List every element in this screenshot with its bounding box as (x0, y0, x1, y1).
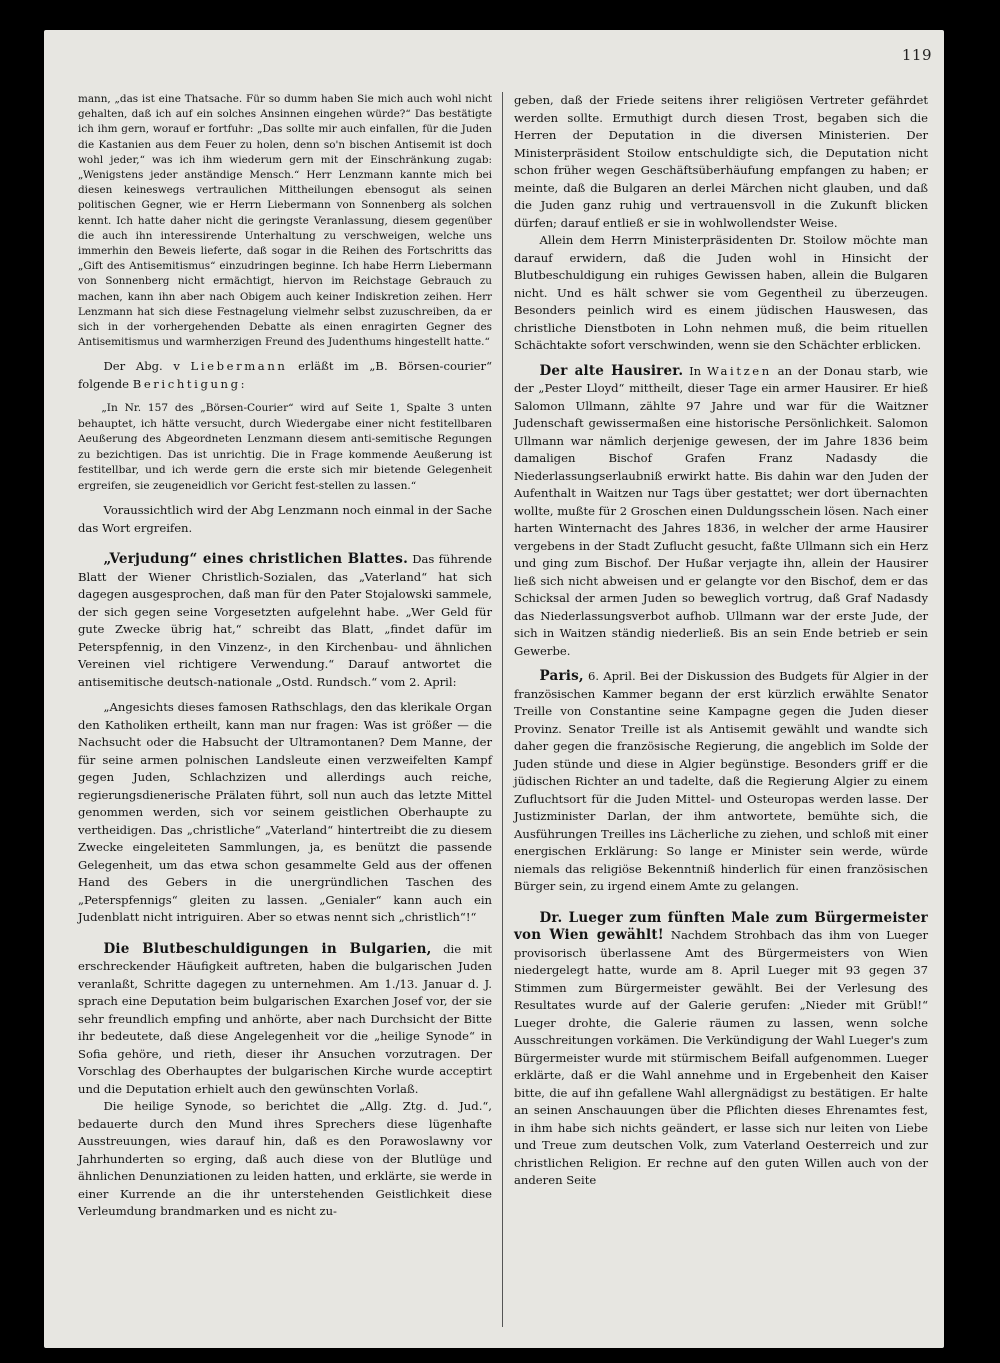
headline-bulgarien: Die Blutbeschuldigungen in Bulgarien, (103, 940, 432, 957)
place-waitzen: Waitzen (707, 363, 772, 378)
paragraph-bulgarien-continued: geben, daß der Friede seitens ihrer religiösen Vertreter gefährdet werden sollte. Ermuthigt durch diesen Trost, begaben sich die Herren der Deputation in die diversen Ministerien. Der Ministerpräsident Stoilow entschuldigte sich, die Deputation nicht schon früher wegen Geschäftsüberhäufung empfangen zu haben; er meinte, daß die Bulgaren an derlei Märchen nicht glauben, und daß die Juden ganz ruhig und vertrauensvoll in die Zukunft blicken dürfen; darauf entließ er sie in wohlwollendster Weise. (514, 93, 928, 230)
newspaper-page (44, 30, 944, 1348)
column-divider (502, 92, 503, 1327)
page-number: 119 (901, 46, 932, 64)
paragraph-lenzmann-outlook: Voraussichtlich wird der Abg Lenzmann noch einmal in der Sache das Wort ergreifen. (78, 503, 492, 535)
left-column (78, 92, 492, 1221)
paragraph-stoilow: Allein dem Herrn Ministerpräsidenten Dr. Stoilow möchte man darauf erwidern, daß die Juden wohl in Hinsicht der Blutbeschuldigung ein ruhiges Gewissen haben, allein die Bulgaren nicht. Und es hält schwer sie vom Gegentheil zu überzeugen. Besonders peinlich wird es einem jüdischen Hauswesen, das christliche Dienstboten in Lohn nehmen muß, die beim rituellen Schächtakte sofort verschwinden, wenn sie den Schächter erblicken. (514, 233, 928, 352)
article-verjudung: „Verjudung“ eines christlichen Blattes. Das führende Blatt der Wiener Christlich-Sozialen, das „Vaterland“ hat sich dagegen ausgesprochen, daß man für den Pater Stojalowski sammele, der sich gegen seine Vorgesetzten aufgelehnt habe. „Wer Geld für gute Zwecke übrig hat,“ schreibt das Blatt, „findet dafür im Peterspfennig, in den Vinzenz-, in den Kirchenbau- und ähnlichen Vereinen viel richtigere Verwendung.“ Darauf antwortet die antisemitische deutsch-nationale „Ostd. Rundsch.“ vom 2. April: (78, 551, 492, 689)
headline-paris: Paris, (539, 668, 584, 684)
right-column (514, 92, 928, 1190)
word-berichtigung: Berichtigung (132, 376, 241, 391)
name-liebermann: Liebermann (190, 359, 288, 374)
article-hausirer: Der alte Hausirer. In Waitzen an der Donau starb, wie der „Pester Lloyd“ mittheilt, dieser Tage ein armer Hausirer. Er hieß Salomon Ullmann, zählte 97 Jahre und war für die Waitzner Judenschaft gewissermaßen eine historische Persönlichkeit. Salomon Ullmann war nämlich derjenige gewesen, der im Jahre 1836 beim damaligen Bischof Grafen Franz Nadasdy die Niederlassungserlaubniß erwirkt hatte. Bis dahin war den Juden der Aufenthalt in Waitzen nur Tags über gestattet; wer dort übernachten wollte, mußte für 2 Groschen einen Duldungsschein lösen. Nach einer harten Winternacht des Jahres 1836, in welcher der arme Hausirer vergebens in der Stadt Zuflucht gesucht, faßte Ullmann sich ein Herz und ging zum Bischof. Der Hußar verjagte ihn, allein der Hausirer ließ sich nicht abweisen und er gelangte vor den Bischof, dem er das Schicksal der armen Juden so beweglich vortrug, daß Graf Nadasdy das Niederlassungsverbot aufhob. Ullmann war der erste Jude, der sich in Waitzen ständig niederließ. Bis an sein Ende betrieb er sein Gewerbe. (514, 362, 929, 658)
article-bulgarien: Die Blutbeschuldigungen in Bulgarien, die mit erschreckender Häufigkeit auftreten, haben die bulgarischen Juden veranlaßt, Schritte dagegen zu unternehmen. Am 1./13. Januar d. J. sprach eine Deputation beim bulgarischen Exarchen Josef vor, der sie sehr freundlich empfing und anhörte, aber nach Durchsicht der Bitte ihr bedeutete, daß diese Angelegenheit vor die „heilige Synode“ in Sofia gehöre, und rieth, dieser ihr Ansuchen vorzutragen. Der Vorschlag des Oberhauptes der bulgarischen Kirche wurde acceptirt und die Deputation erhielt auch den gewünschten Vorlaß. (78, 940, 492, 1096)
paragraph-berichtigung-intro: Der Abg. v Liebermann erläßt im „B. Börsen-courier“ folgende Berichtigung: (78, 359, 492, 391)
quote-ostd-rundsch: „Angesichts dieses famosen Rathschlags, den das klerikale Organ den Katholiken ertheilt, kann man nur fragen: Was ist größer — die Nachsucht oder die Habsucht der Ultramontanen? Dem Manne, der für seine armen polnischen Landsleute einen verzweifelten Kampf gegen Juden, Schlachzizen und allerdings auch reiche, regierungsdienerische Prälaten führt, soll nun auch das letzte Mittel genommen werden, sich vor seinem geistlichen Oberhaupte zu vertheidigen. Das „christliche“ „Vaterland“ hintertreibt die zu diesem Zwecke eingeleiteten Sammlungen, ja, es benützt die passende Gelegenheit, um das etwa schon gesammelte Geld aus der offenen Hand des Gebers in die unergründlichen Taschen des „Peterspfennigs“ gleiten zu lassen. „Genialer“ kann auch ein Judenblatt nicht intriguiren. Aber so etwas nennt sich „christlich“!“ (78, 700, 492, 925)
paragraph-lenzmann-statement: mann, „das ist eine Thatsache. Für so dumm haben Sie mich auch wohl nicht gehalten, daß ich auf ein solches Ansinnen eingehen würde?“ Das bestätigte ich ihm gern, worauf er fortfuhr: „Das sollte mir auch einfallen, für die Juden die Kastanien aus dem Feuer zu holen, denn so'n bischen Antisemit ist doch wohl jeder,“ was ich ihm wiederum gern mit der Einschränkung zugab: „Wenigstens jeder anständige Mensch.“ Herr Lenzmann kannte mich bei diesen keineswegs vertraulichen Mittheilungen ebensogut als seinen politischen Gegner, wie er Herrn Liebermann von Sonnenberg als solchen kennt. Ich hatte daher nicht die geringste Veranlassung, diesem gegenüber die auch ihn interessirende Unterhaltung zu verschweigen, welche uns immerhin den Beweis lieferte, daß sogar in die Reihen des Fortschritts das „Gift des Antisemitismus“ einzudringen beginne. Ich habe Herrn Liebermann von Sonnenberg nicht ermächtigt, hiervon im Reichstage Gebrauch zu machen, kann ihn aber nach Obigem auch keiner Indiskretion zeihen. Herr Lenzmann hat sich diese Festnagelung vielmehr selbst zuzuschreiben, da er sich in der vorhergehenden Debatte als einen enragirten Gegner des Antisemitismus und warmherzigen Freund des Judenthums hingestellt hatte.“ (78, 93, 492, 349)
headline-lueger: Dr. Lueger zum fünften Male zum Bürgermeister von Wien gewählt! (514, 909, 928, 943)
article-lueger: Dr. Lueger zum fünften Male zum Bürgermeister von Wien gewählt! Nachdem Strohbach das ihm von Lueger provisorisch überlassene Amt des Bürgermeisters von Wien niedergelegt hatte, wurde am 8. April Lueger mit 93 gegen 37 Stimmen zum Bürgermeister gewählt. Bei der Verlesung des Resultates wurde auf der Galerie gerufen: „Nieder mit Grübl!“ Lueger drohte, die Galerie räumen zu lassen, wenn solche Ausschreitungen vorkämen. Die Verkündigung der Wahl Lueger's zum Bürgermeister wurde mit stürmischem Beifall aufgenommen. Lueger erklärte, daß er die Wahl annehme und in Ergebenheit den Kaiser bitte, die auf ihn gefallene Wahl allergnädigst zu bestätigen. Er halte an seinen Anschauungen über die Pflichten dieses Ehrenamtes fest, in ihm habe sich nichts geändert, er lasse sich nur leiten von Liebe und Treue zum deutschen Volk, zum Vaterland Oesterreich und zur christlichen Religion. Er rechne auf den guten Willen auch von der anderen Seite (514, 909, 928, 1187)
article-paris: Paris, 6. April. Bei der Diskussion des Budgets für Algier in der französischen Kammer begann der erst kürzlich erwählte Senator Treille von Constantine seine Kampagne gegen die Juden dieser Provinz. Senator Treille ist als Antisemit gewählt und wandte sich daher gegen die französische Regierung, die angeblich im Solde der Juden stünde und diese in Algier begünstige. Besonders griff er die jüdischen Richter an und tadelte, daß die Regierung Algier zu einem Zufluchtsort für die Juden Mittel- und Osteuropas werden lasse. Der Justizminister Darlan, der ihm antwortete, bemühte sich, die Ausführungen Treilles ins Lächerliche zu ziehen, und schloß mit einer energischen Erklärung: So lange er Minister sein werde, würde niemals das religiöse Bekenntniß hinderlich für einen französischen Bürger sein, zu irgend einem Amte zu gelangen. (514, 668, 928, 893)
paragraph-synode: Die heilige Synode, so berichtet die „Allg. Ztg. d. Jud.“, bedauerte durch den Mund ihres Sprechers diese lügenhafte Ausstreuungen, wies darauf hin, daß es den Porawoslawny vor Jahrhunderten so erging, daß auch diese von der Blutlüge und ähnlichen Denunziationen zu leiden hatten, und erklärte, sie werde in einer Kurrende an die ihr unterstehenden Geistlichkeit diese Verleumdung brandmarken und es nicht zu- (78, 1099, 492, 1219)
headline-hausirer: Der alte Hausirer. (539, 362, 684, 379)
headline-verjudung: „Verjudung“ eines christlichen Blattes. (103, 551, 408, 568)
quote-berichtigung: „In Nr. 157 des „Börsen-Courier“ wird auf Seite 1, Spalte 3 unten behauptet, ich hätte versucht, durch Wiedergabe einer nicht festitellbaren Aeußerung des Abgeordneten Lenzmann diesem anti-semitische Regungen zu bezichtigen. Das ist unrichtig. Die in Frage kommende Aeußerung ist festitellbar, und ich werde gern die erste sich mir bietende Gelegenheit ergreifen, sie zeugeneidlich vor Gericht fest-stellen zu lassen.“ (78, 402, 492, 492)
